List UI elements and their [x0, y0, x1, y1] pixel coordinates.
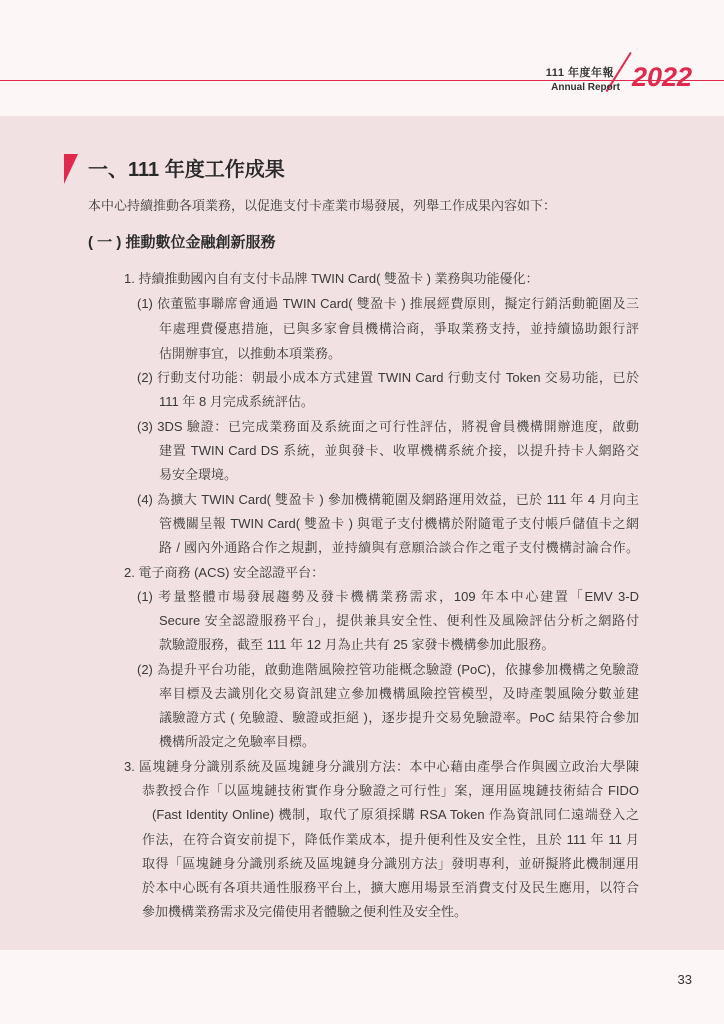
item-1-1-line: 年處理費優惠措施，已與多家會員機構洽商，爭取業務支持，並持續協助銀行評: [159, 321, 639, 336]
report-year: 2022: [632, 62, 693, 92]
item-3-line: 3. 區塊鏈身分識別系統及區塊鏈身分識別方法：本中心藉由產學合作與國立政治大學陳: [124, 759, 639, 774]
item-1-1-line: 估開辦事宜，以推動本項業務。: [159, 346, 342, 361]
item-2-2-line: (2) 為提升平台功能，啟動進階風險控管功能概念驗證 (PoC)，依據參加機構之免驗證: [137, 662, 639, 677]
item-1-4-line: 路 / 國內外通路合作之規劃，並持續與有意願洽談合作之電子支付機構討論合作。: [159, 540, 639, 555]
item-3-line: 參加機構業務需求及完備使用者體驗之便利性及安全性。: [142, 904, 468, 919]
item-2-2-line: 率目標及去識別化交易資訊建立參加機構風險控管模型，及時產製風險分數並建: [159, 686, 639, 701]
item-2-2-line: 機構所設定之免驗率目標。: [159, 734, 316, 749]
item-1-2-line: 111 年 8 月完成系統評估。: [159, 394, 314, 409]
item-2-1-line: Secure 安全認證服務平台」，提供兼具安全性、便利性及風險評估分析之網路付: [159, 613, 639, 628]
item-3-line: 作法，在符合資安前提下，降低作業成本，提升便利性及安全性，且於 111 年 11 月: [142, 832, 639, 847]
item-2-2-line: 議驗證方式 ( 免驗證、驗證或拒絕 )，逐步提升交易免驗證率。PoC 結果符合參加: [159, 710, 639, 725]
item-2-1-line: 款驗證服務，截至 111 年 12 月為止共有 25 家發卡機構參加此服務。: [159, 637, 555, 652]
item-3-line: 取得「區塊鏈身分識別系統及區塊鏈身分識別方法」發明專利，並研擬將此機制運用: [142, 856, 639, 871]
subsection-title: ( 一 ) 推動數位金融創新服務: [88, 234, 276, 251]
page-header: [0, 0, 724, 116]
item-1-heading: 1. 持續推動國內自有支付卡品牌 TWIN Card( 雙盈卡 ) 業務與功能優化：: [124, 271, 539, 286]
page-number: 33: [677, 972, 692, 987]
header-rule: [0, 80, 724, 81]
item-1-4-line: (4) 為擴大 TWIN Card( 雙盈卡 ) 參加機構範圍及網路運用效益，已於 111 年 4 月向主: [137, 492, 639, 507]
item-3-line: 恭教授合作「以區塊鏈技術實作身分驗證之可行性」案，運用區塊鏈技術結合 FIDO: [142, 783, 639, 798]
item-3-line: (Fast Identity Online) 機制，取代了原須採購 RSA Token 作為資訊同仁遠端登入之: [152, 807, 639, 822]
section-title: 一、111 年度工作成果: [88, 159, 285, 181]
item-1-1-line: (1) 依董監事聯席會通過 TWIN Card( 雙盈卡 ) 推展經費原則，擬定行銷活動範圍及三: [137, 296, 639, 311]
section-intro: 本中心持續推動各項業務，以促進支付卡產業市場發展，列舉工作成果內容如下：: [88, 198, 557, 213]
item-2-heading: 2. 電子商務 (ACS) 安全認證平台：: [124, 565, 325, 580]
report-title-en: Annual Report: [551, 82, 620, 93]
item-1-2-line: (2) 行動支付功能：朝最小成本方式建置 TWIN Card 行動支付 Token 交易功能，已於: [137, 370, 639, 385]
item-1-3-line: 易安全環境。: [159, 467, 238, 482]
item-3-line: 於本中心既有各項共通性服務平台上，擴大應用場景至消費支付及民生應用，以符合: [142, 880, 639, 895]
item-1-3-line: 建置 TWIN Card DS 系統，並與發卡、收單機構系統介接，以提升持卡人網路交: [159, 443, 639, 458]
item-1-3-line: (3) 3DS 驗證：已完成業務面及系統面之可行性評估，將視會員機構開辦進度，啟動: [137, 419, 639, 434]
item-1-4-line: 管機關呈報 TWIN Card( 雙盈卡 ) 與電子支付機構於附隨電子支付帳戶儲值卡之網: [159, 516, 639, 531]
report-title-zh: 111 年度年報: [545, 67, 614, 79]
item-2-1-line: (1) 考量整體市場發展趨勢及發卡機構業務需求，109 年本中心建置「EMV 3-D: [137, 589, 639, 604]
section-marker-icon: [64, 154, 78, 184]
